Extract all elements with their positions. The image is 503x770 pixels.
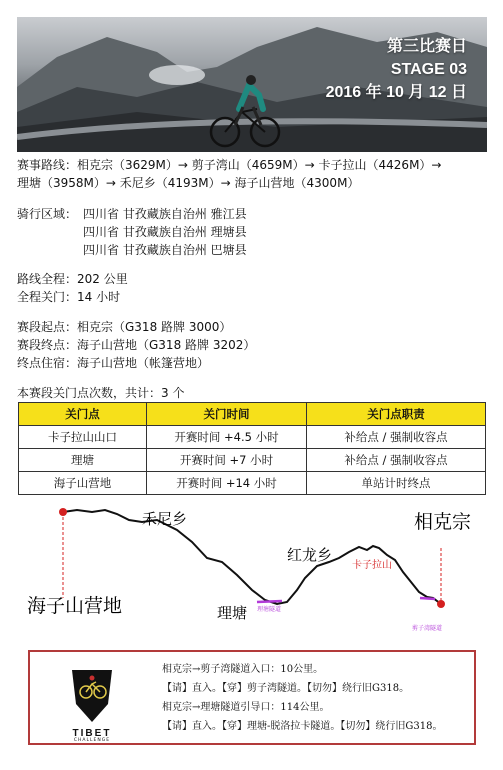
table-cell: 海子山营地: [19, 472, 147, 495]
tibet-challenge-logo: [52, 664, 132, 742]
table-header: 关门点职责: [307, 403, 486, 426]
kazila-label: 卡子拉山: [352, 560, 392, 571]
table-row: [19, 472, 486, 495]
tunnel-segment-litang: [257, 601, 282, 602]
start-marker: [437, 600, 445, 608]
end-marker: [59, 508, 67, 516]
litang-label: 理塘: [217, 604, 248, 622]
tunnel-segment-jianziwan: [420, 598, 435, 599]
table-row: [19, 449, 486, 472]
info-line: 【请】直入。【穿】剪子湾隧道。【切勿】绕行旧G318。: [162, 683, 410, 694]
points-section: [17, 318, 255, 372]
table-cell: 补给点 / 强制收容点: [307, 449, 486, 472]
table-header: 关门时间: [147, 403, 307, 426]
start-point: 赛段起点：相克宗（G318 路牌 3000）: [17, 320, 232, 334]
route-section: [17, 156, 492, 192]
start-label: 相克宗: [414, 511, 472, 533]
summary-section: [17, 270, 128, 306]
table-cell: 卡子拉山山口: [19, 426, 147, 449]
heni-label: 禾尼乡: [142, 510, 188, 528]
end-point: 赛段终点：海子山营地（G318 路牌 3202）: [17, 338, 256, 352]
table-cell: 单站计时终点: [307, 472, 486, 495]
info-box: [28, 650, 476, 745]
table-header: 关门点: [19, 403, 147, 426]
region-line: 四川省 甘孜藏族自治州 理塘县: [83, 225, 247, 239]
info-line: 相克宗→理塘隧道引导口：114公里。: [162, 702, 330, 713]
table-cell: 开赛时间 +14 小时: [147, 472, 307, 495]
info-line: 【请】直入。【穿】理塘-脱洛拉卡隧道。【切勿】绕行旧G318。: [162, 721, 443, 732]
end-label: 海子山营地: [27, 595, 123, 617]
table-cell: 开赛时间 +4.5 小时: [147, 426, 307, 449]
honglong-label: 红龙乡: [287, 546, 333, 564]
info-line: 相克宗→剪子湾隧道入口：10公里。: [162, 664, 324, 675]
table-cell: 理塘: [19, 449, 147, 472]
hero-banner: [17, 17, 487, 152]
info-text: [162, 660, 442, 736]
elevation-profile: [17, 500, 487, 640]
total-cutoff: 全程关门：14 小时: [17, 290, 121, 304]
region-line: 四川省 甘孜藏族自治州 雅江县: [83, 207, 247, 221]
region-line: 四川省 甘孜藏族自治州 巴塘县: [83, 243, 247, 257]
stage-cn: 第三比赛日: [386, 38, 467, 55]
gates-table: [18, 402, 486, 495]
lodging: 终点住宿：海子山营地（帐篷营地）: [17, 356, 210, 370]
route-line-2: 理塘（3958M）→ 禾尼乡（4193M）→ 海子山营地（4300M）: [17, 176, 360, 190]
tunnel-label: 剪子湾隧道: [412, 625, 443, 632]
logo-title: TIBET: [72, 728, 112, 739]
stage-date: 2016 年 10 月 12 日: [325, 84, 467, 101]
tunnel-label: 理塘隧道: [257, 606, 282, 613]
stage-en: STAGE 03: [390, 61, 467, 78]
logo-subtitle: CHALLENGE: [73, 738, 111, 743]
total-distance: 路线全程：202 公里: [17, 272, 128, 286]
profile-line: [63, 510, 441, 604]
gate-count: 本赛段关门点次数，共计：3 个: [17, 386, 185, 400]
region-section: [17, 205, 247, 259]
region-label: 骑行区域：: [17, 207, 78, 221]
table-row: [19, 426, 486, 449]
table-cell: 补给点 / 强制收容点: [307, 426, 486, 449]
shield-icon: [52, 664, 132, 728]
route-line-1: 赛事路线：相克宗（3629M）→ 剪子湾山（4659M）→ 卡子拉山（4426M）→: [17, 158, 442, 172]
table-cell: 开赛时间 +7 小时: [147, 449, 307, 472]
